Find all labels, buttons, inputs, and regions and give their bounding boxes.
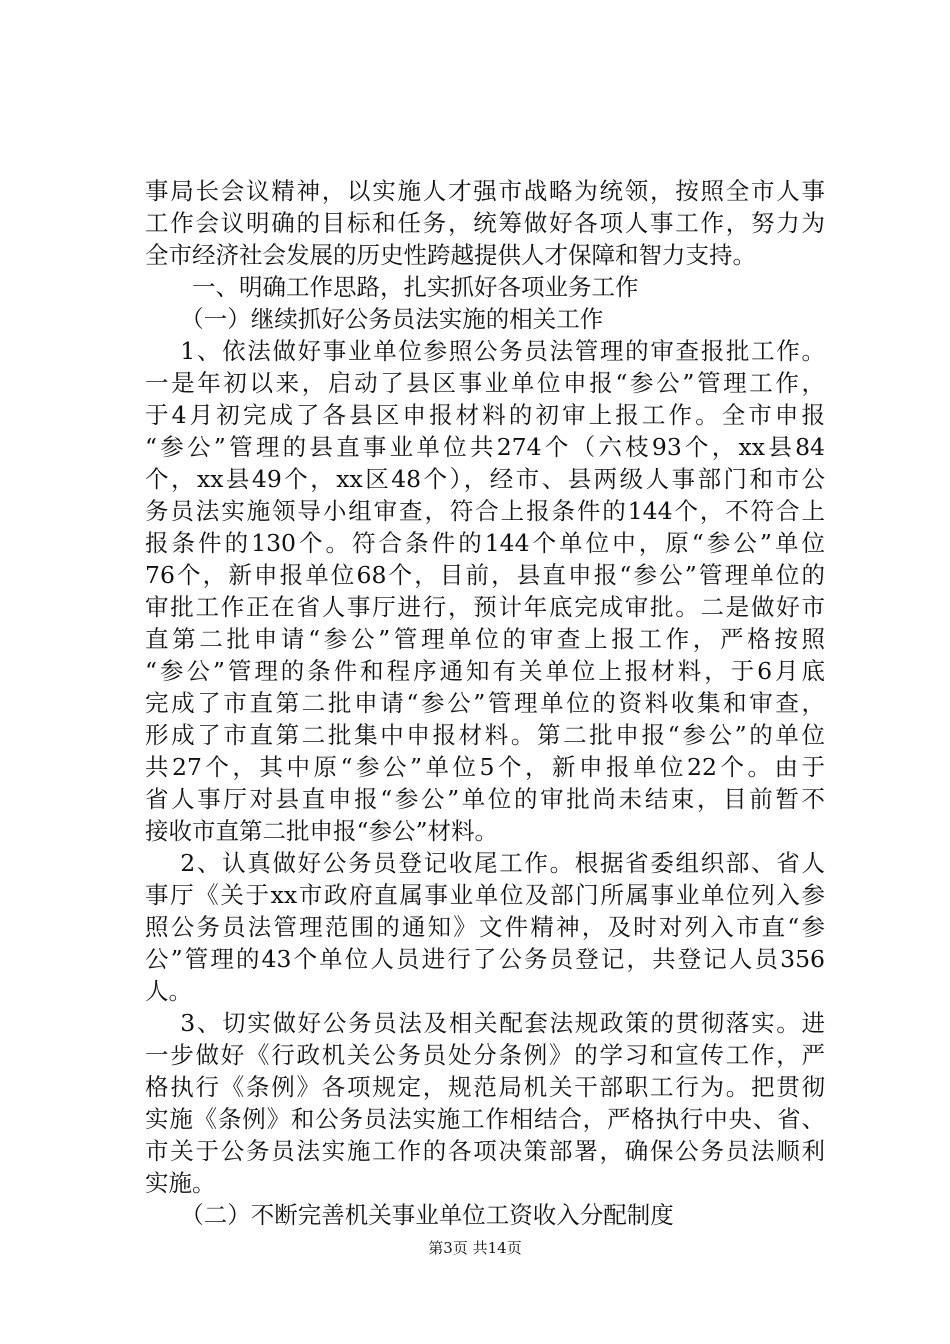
text-line: 一是年初以来，启动了县区事业单位申报“参公”管理工作，	[145, 369, 825, 397]
page-footer: 第3页 共14页	[428, 1239, 522, 1257]
text-line: 人。	[145, 977, 192, 1005]
text-line: “参公”管理的条件和程序通知有关单位上报材料，于6月底	[145, 657, 825, 685]
text-line: 实施《条例》和公务员法实施工作相结合，严格执行中央、省、	[145, 1105, 825, 1133]
text-line: 照公务员法管理范围的通知》文件精神，及时对列入市直“参	[145, 913, 825, 941]
text-line: 公”管理的43个单位人员进行了公务员登记，共登记人员356	[145, 945, 825, 973]
text-line: 个，xx县49个，xx区48个），经市、县两级人事部门和市公	[145, 465, 825, 493]
text-line: 76个，新申报单位68个，目前，县直申报“参公”管理单位的	[145, 561, 825, 589]
text-line: 市关于公务员法实施工作的各项决策部署，确保公务员法顺利	[145, 1137, 825, 1165]
text-line: （二）不断完善机关事业单位工资收入分配制度	[180, 1201, 674, 1229]
document-body	[145, 175, 825, 1231]
text-line: 事厅《关于xx市政府直属事业单位及部门所属事业单位列入参	[145, 881, 825, 909]
text-line: 接收市直第二批申报“参公”材料。	[145, 817, 499, 845]
text-line: 形成了市直第二批集中申报材料。第二批申报“参公”的单位	[145, 721, 825, 749]
text-line: “参公”管理的县直事业单位共274个（六枝93个，xx县84	[145, 433, 825, 461]
text-line: 审批工作正在省人事厅进行，预计年底完成审批。二是做好市	[145, 593, 825, 621]
text-line: 全市经济社会发展的历史性跨越提供人才保障和智力支持。	[145, 241, 756, 269]
text-line: 务员法实施领导小组审查，符合上报条件的144个，不符合上	[145, 497, 825, 525]
text-line: 直第二批申请“参公”管理单位的审查上报工作，严格按照	[145, 625, 825, 653]
text-line: 于4月初完成了各县区申报材料的初审上报工作。全市申报	[145, 401, 825, 429]
text-line: 工作会议明确的目标和任务，统筹做好各项人事工作，努力为	[145, 209, 825, 237]
text-line: 实施。	[145, 1169, 216, 1197]
text-line: 事局长会议精神，以实施人才强市战略为统领，按照全市人事	[145, 177, 825, 205]
text-line: 共27个，其中原“参公”单位5个，新申报单位22个。由于	[145, 753, 825, 781]
text-line: 1、依法做好事业单位参照公务员法管理的审查报批工作。	[180, 337, 825, 365]
text-line: （一）继续抓好公务员法实施的相关工作	[180, 305, 604, 333]
text-line: 2、认真做好公务员登记收尾工作。根据省委组织部、省人	[180, 849, 825, 877]
text-line: 完成了市直第二批申请“参公”管理单位的资料收集和审查，	[145, 689, 825, 717]
text-line: 一步做好《行政机关公务员处分条例》的学习和宣传工作，严	[145, 1041, 825, 1069]
text-line: 省人事厅对县直申报“参公”单位的审批尚未结束，目前暂不	[145, 785, 825, 813]
text-line: 3、切实做好公务员法及相关配套法规政策的贯彻落实。进	[180, 1009, 825, 1037]
text-line: 报条件的130个。符合条件的144个单位中，原“参公”单位	[145, 529, 825, 557]
text-line: 格执行《条例》各项规定，规范局机关干部职工行为。把贯彻	[145, 1073, 825, 1101]
text-line: 一、明确工作思路，扎实抓好各项业务工作	[192, 273, 639, 301]
